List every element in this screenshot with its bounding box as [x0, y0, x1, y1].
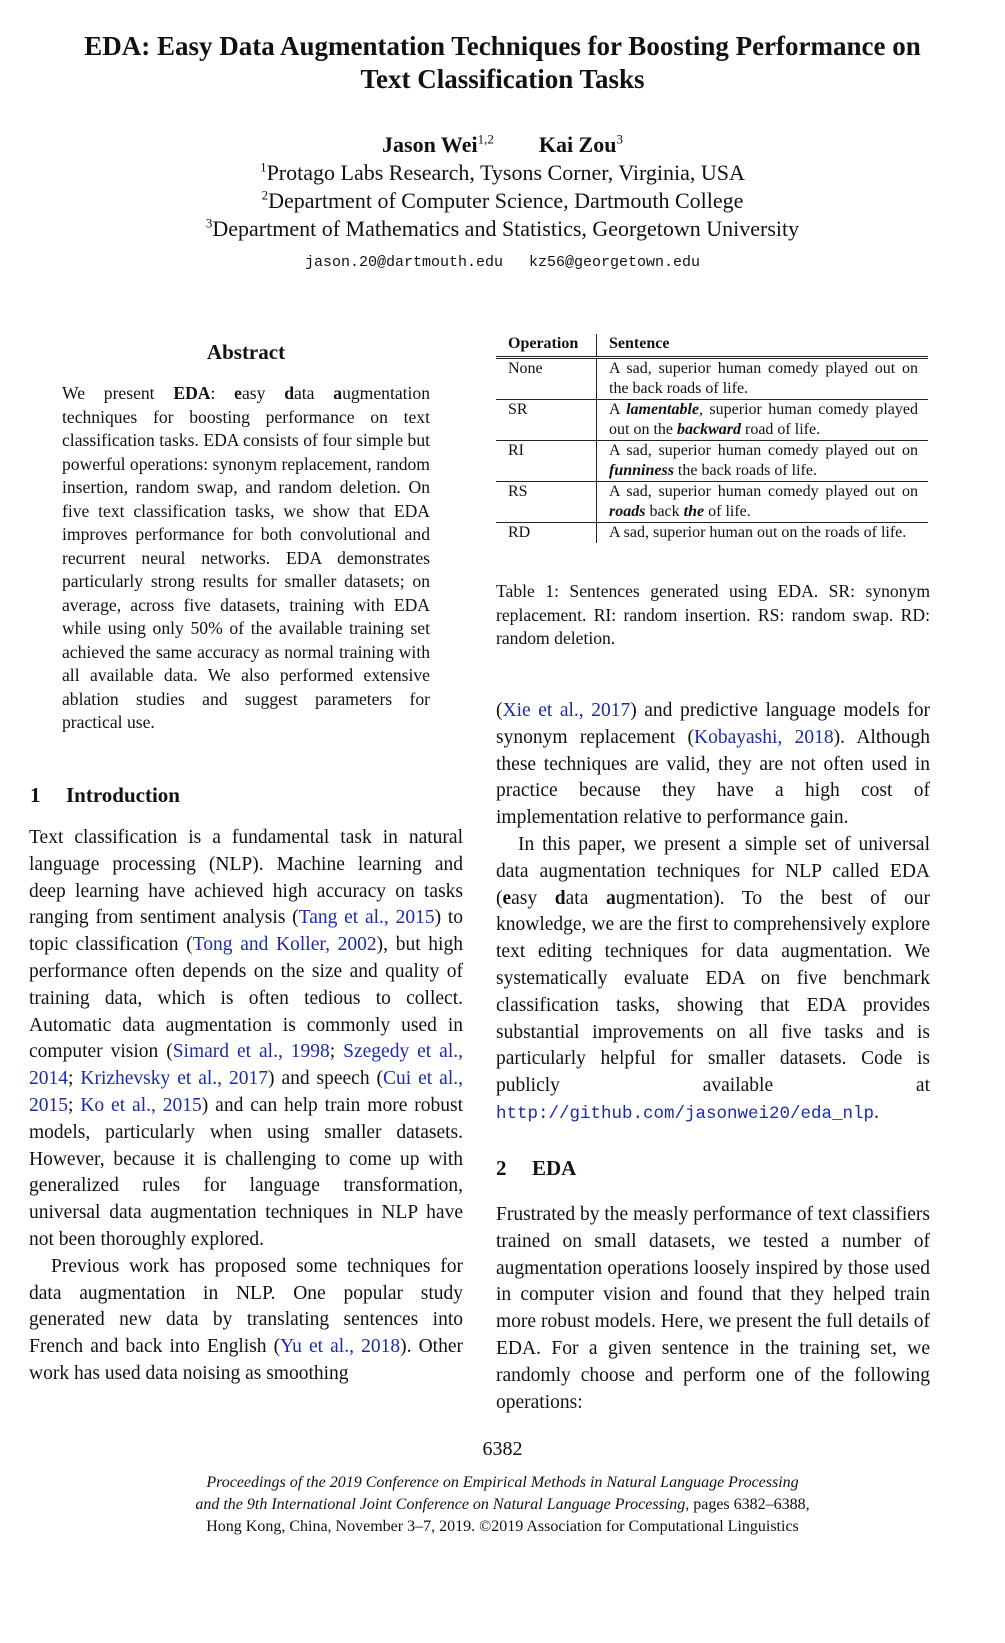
affiliation-marker: 2 [261, 187, 269, 203]
title-line-1: EDA: Easy Data Augmentation Techniques for Boosting Performance on [84, 31, 921, 61]
eda-section-text [496, 1202, 930, 1416]
author-emails [0, 254, 1005, 271]
citation-link[interactable]: Cui et al., 2015 [29, 1068, 463, 1116]
sentence-cell: A lamentable, superior human comedy played out on the backward road of life. [609, 401, 918, 438]
page-number: 6382 [482, 1438, 523, 1460]
sentence-cell: A sad, superior human comedy played out on the back roads of life. [609, 360, 918, 397]
citation-link[interactable]: Tang et al., 2015 [298, 907, 435, 929]
table-header: Sentence [609, 335, 670, 352]
table-row [496, 358, 928, 400]
operation-cell: SR [496, 400, 597, 441]
paragraph: Text classification is a fundamental task in natural language processing (NLP). Machine learning and deep learning have achieved high accuracy on tasks ranging from sentiment analysis (Tang et al., 2015) to topic classification (Tong and Koller, 2002), but high performance often depends on the size and quality of training data, which is often tedious to collect. Automatic data augmentation is commonly used in computer vision (Simard et al., 1998; Szegedy et al., 2014; Krizhevsky et al., 2017) and speech (Cui et al., 2015; Ko et al., 2015) and can help train more robust models, particularly when using smaller datasets. However, because it is challenging to come up with generalized rules for language transformation, universal data augmentation techniques in NLP have not been thoroughly explored. [29, 827, 464, 1250]
title-line-2: Text Classification Tasks [360, 64, 645, 94]
table-row [496, 523, 928, 544]
code-url-link[interactable]: http://github.com/jasonwei20/eda_nlp [496, 1103, 875, 1124]
paragraph: (Xie et al., 2017) and predictive language models for synonym replacement (Kobayashi, 2018). Although these techniques are valid, they are not often used in practice because they have a high cost of implementation relative to performance gain. [496, 700, 930, 829]
proceedings-footer [0, 1472, 1005, 1538]
affiliation [0, 160, 1005, 186]
abstract-heading: Abstract [206, 340, 286, 364]
operation-cell: RI [496, 441, 597, 482]
affiliation-text: Department of Computer Science, Dartmouth College [268, 188, 744, 213]
abstract-body: We present EDA: easy data augmentation techniques for boosting performance on text classification tasks. EDA consists of four simple but powerful operations: synonym replacement, random insertion, random swap, and random deletion. On five text classification tasks, we show that EDA improves performance for both convolutional and recurrent neural networks. EDA demonstrates particularly strong results for smaller datasets; on average, across five datasets, training with EDA while using only 50% of the available training set achieved the same accuracy as normal training with all available data. We also performed extensive ablation studies and suggest parameters for practical use. [62, 383, 431, 732]
footer-line: and the 9th International Joint Conference on Natural Language Processing [195, 1496, 686, 1513]
operations-table [496, 334, 928, 543]
table-row [496, 482, 928, 523]
sentence-cell: A sad, superior human out on the roads of life. [609, 524, 907, 541]
email-address[interactable]: kz56@georgetown.edu [529, 254, 701, 271]
footer-pages: , pages 6382–6388, [685, 1496, 810, 1513]
table-row [496, 441, 928, 482]
affiliation-text: Protago Labs Research, Tysons Corner, Virginia, USA [266, 160, 745, 185]
table-header-row [496, 334, 928, 358]
citation-link[interactable]: Simard et al., 1998 [172, 1041, 330, 1063]
table-caption: Table 1: Sentences generated using EDA. SR: synonym replacement. RI: random insertion. RS: random swap. RD: random deletion. [496, 581, 930, 648]
section-heading-introduction: 1 Introduction [30, 783, 180, 807]
paragraph: Frustrated by the measly performance of text classifiers trained on small datasets, we tested a number of augmentation operations loosely inspired by those used in computer vision and found that they helped train more robust models. Here, we present the full details of EDA. For a given sentence in the training set, we randomly choose and perform one of the following operations: [496, 1204, 930, 1413]
citation-link[interactable]: Tong and Koller, 2002 [192, 934, 377, 956]
author-name: Kai Zou [538, 132, 617, 157]
email-address[interactable]: jason.20@dartmouth.edu [304, 254, 503, 271]
author-affiliation-marker: 1,2 [477, 131, 494, 147]
footer-line: Hong Kong, China, November 3–7, 2019. ©2019 Association for Computational Linguistics [206, 1518, 799, 1535]
citation-link[interactable]: Szegedy et al., 2014 [29, 1041, 463, 1090]
author-affiliation-marker: 3 [616, 131, 623, 147]
operation-cell: RS [496, 482, 597, 523]
author-list [0, 132, 1005, 158]
affiliation [0, 216, 1005, 242]
paragraph: Previous work has proposed some techniques for data augmentation in NLP. One popular study generated new data by translating sentences into French and back into English (Yu et al., 2018). Other work has used data noising as smoothing [29, 1255, 463, 1384]
paper-title [0, 30, 1005, 96]
affiliation-text: Department of Mathematics and Statistics, Georgetown University [212, 216, 800, 241]
right-column-text [496, 698, 930, 1128]
paragraph: In this paper, we present a simple set of universal data augmentation techniques for NLP called EDA (easy data augmentation). To the best of our knowledge, we are the first to comprehensively explore text editing techniques for data augmentation. We systematically evaluate EDA on five benchmark classification tasks, showing that EDA provides substantial improvements on all five tasks and is particularly helpful for smaller datasets. Code is publicly available at http://github.com/jasonwei20/eda_nlp. [496, 833, 931, 1124]
author-name: Jason Wei [382, 132, 478, 157]
section-heading-eda: 2 EDA [496, 1156, 577, 1180]
table-row [496, 400, 928, 441]
citation-link[interactable]: Kobayashi, 2018 [694, 726, 834, 748]
left-column-text [29, 825, 463, 1388]
citation-link[interactable]: Xie et al., 2017 [502, 700, 631, 721]
operation-cell: None [496, 358, 597, 400]
citation-link[interactable]: Ko et al., 2015 [80, 1094, 202, 1116]
affiliation [0, 188, 1005, 214]
sentence-cell: A sad, superior human comedy played out on roads back the of life. [609, 483, 918, 520]
operation-cell: RD [496, 523, 597, 544]
citation-link[interactable]: Krizhevsky et al., 2017 [80, 1068, 268, 1090]
affiliation-marker: 1 [260, 159, 267, 175]
affiliation-marker: 3 [205, 215, 213, 231]
footer-line: Proceedings of the 2019 Conference on Empirical Methods in Natural Language Processing [206, 1474, 799, 1491]
citation-link[interactable]: Yu et al., 2018 [280, 1336, 401, 1358]
table-header: Operation [496, 334, 597, 358]
sentence-cell: A sad, superior human comedy played out on funniness the back roads of life. [609, 442, 918, 479]
